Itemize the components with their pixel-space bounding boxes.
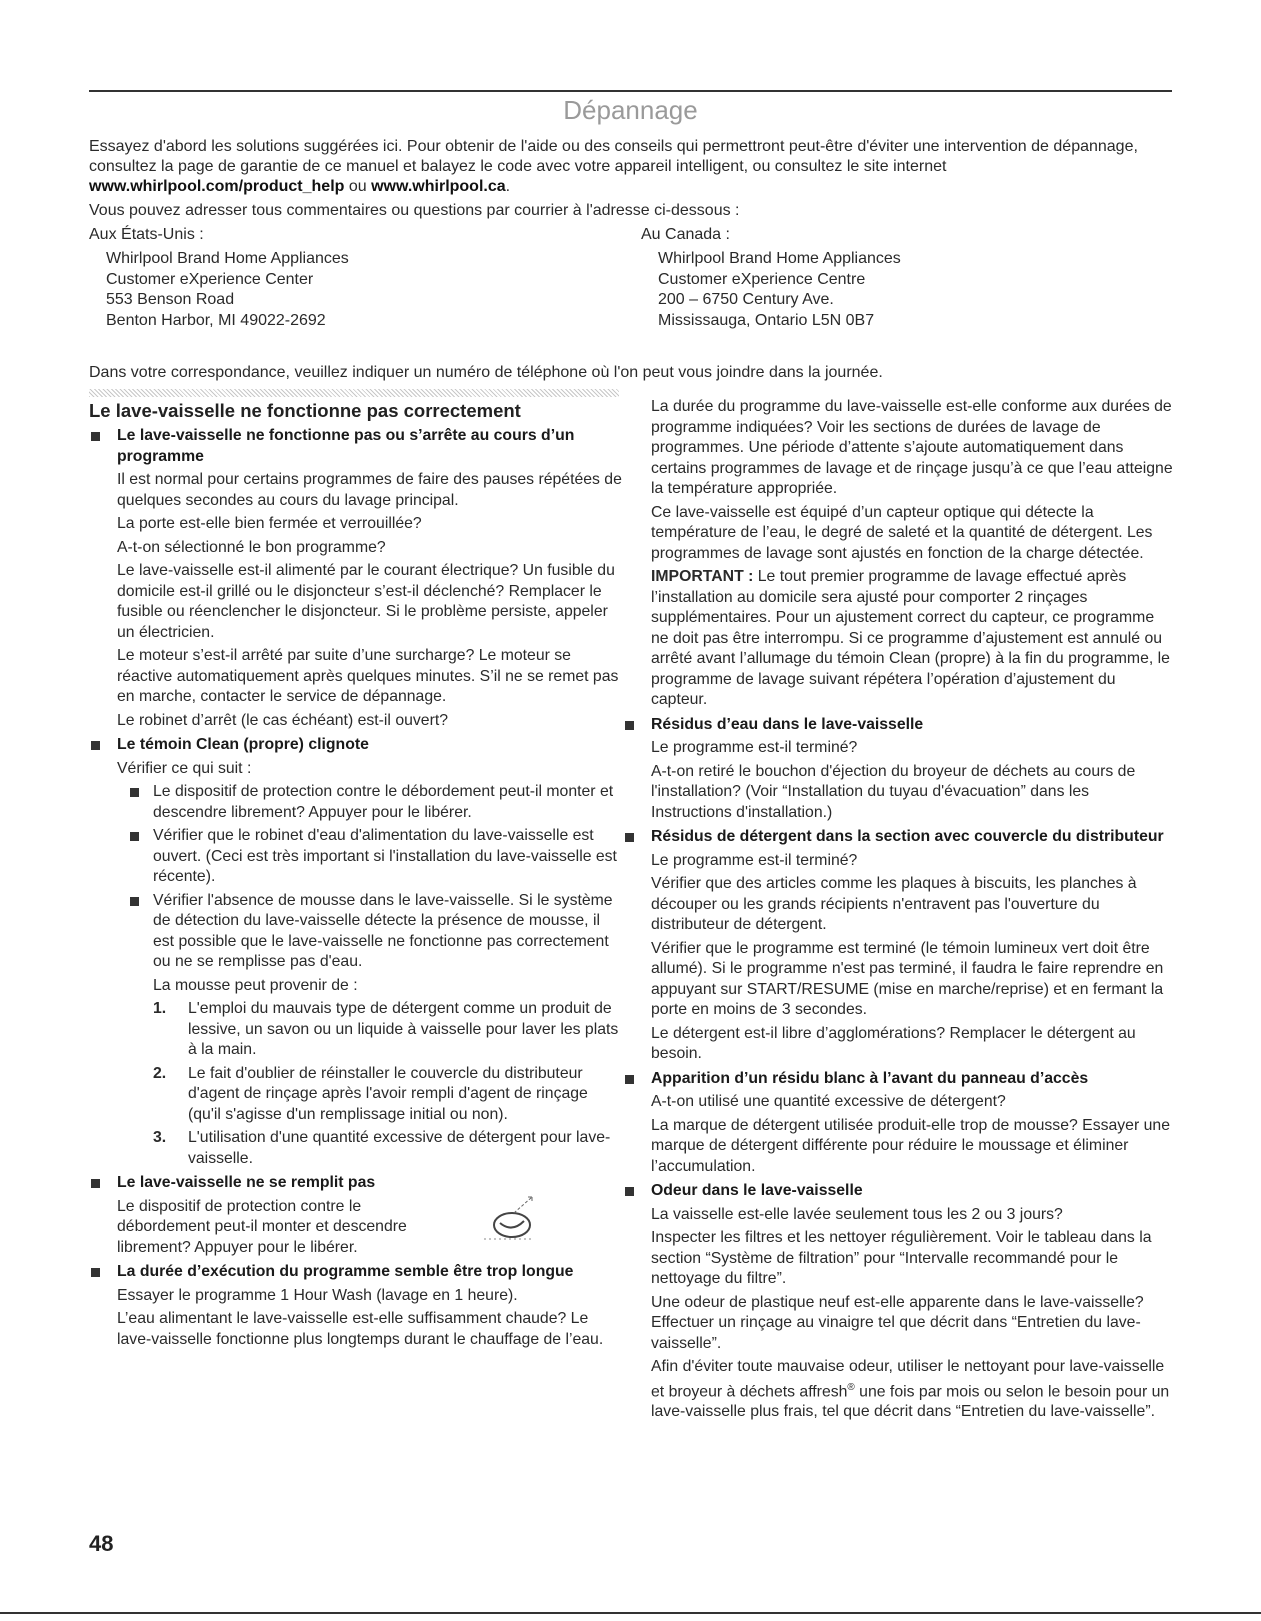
ca-address-line: Customer eXperience Centre	[658, 270, 866, 288]
mail-instructions: Vous pouvez adresser tous commentaires ou questions par courrier à l'adresse ci-dessous :	[89, 202, 740, 219]
check-item: Le dispositif de protection contre le débordement peut-il monter et descendre librement? Appuyer pour le libérer.	[89, 782, 624, 823]
ca-address-line: 200 – 6750 Century Ave.	[658, 291, 834, 308]
answer-text: Le robinet d’arrêt (le cas échéant) est-il ouvert?	[117, 711, 449, 729]
question-heading: Résidus de détergent dans la section avec couvercle du distributeur	[623, 827, 1173, 848]
answer-text: Vérifier que le programme est terminé (le témoin lumineux vert doit être allumé). Si le programme n'est pas terminé, il faudra le faire reprendre en appuyant sur START/RESUME (mise en marche/reprise) et en fermant la porte en moins de 3 secondes.	[651, 939, 1164, 1018]
answer-text: L’eau alimentant le lave-vaisselle est-elle suffisamment chaude? Le lave-vaisselle fonctionne plus longtemps durant le chauffage de l’eau.	[117, 1310, 604, 1348]
question-heading: Le témoin Clean (propre) clignote	[89, 735, 624, 756]
answer-text: Essayer le programme 1 Hour Wash (lavage en 1 heure).	[117, 1286, 518, 1304]
numbered-item: 2. Le fait d'oublier de réinstaller le couvercle du distributeur d'agent de rinçage après l'avoir rempli d'agent de rinçage (qu'il s'agisse d'un remplissage initial ou non).	[153, 1064, 588, 1123]
addresses	[89, 225, 1174, 363]
phone-note: Dans votre correspondance, veuillez indiquer un numéro de téléphone où l'on peut vous joindre dans la journée.	[89, 364, 883, 381]
page-title: Dépannage	[563, 95, 698, 125]
answer-text: Le moteur s’est-il arrêté par suite d’une surcharge? Le moteur se réactive automatiquement après quelques minutes. S’il ne se remet pas en marche, contacter le service de dépannage.	[117, 647, 619, 705]
question-heading: Le lave-vaisselle ne fonctionne pas ou s’arrête au cours d’un programme	[89, 426, 624, 467]
overfill-protector-icon	[474, 1191, 544, 1249]
ca-address-line: Whirlpool Brand Home Appliances	[658, 250, 901, 267]
us-address-line: Customer eXperience Center	[106, 270, 314, 288]
numbered-item: 1. L'emploi du mauvais type de détergent comme un produit de lessive, un savon ou un liquide à vaisselle pour laver les plats à la main.	[153, 1000, 619, 1058]
section-divider	[89, 389, 619, 397]
answer-text: La vaisselle est-elle lavée seulement tous les 2 ou 3 jours?	[651, 1205, 1063, 1223]
us-address-line: 553 Benson Road	[106, 291, 235, 308]
answer-text: Le programme est-il terminé?	[651, 851, 858, 869]
answer-text: La porte est-elle bien fermée et verrouillée?	[117, 515, 422, 532]
answer-text: Afin d'éviter toute mauvaise odeur, utiliser le nettoyant pour lave-vaisselle et broyeur à déchets affresh® une fois par mois ou selon le besoin pour un lave-vaisselle plus frais, tel que décrit dans “Entretien du lave-vaisselle”.	[651, 1358, 1170, 1421]
us-address	[89, 225, 349, 331]
whirlpool-com-link[interactable]: www.whirlpool.com/product_help	[89, 178, 345, 195]
us-address-line: Benton Harbor, MI 49022-2692	[106, 311, 326, 329]
us-address-line: Whirlpool Brand Home Appliances	[106, 250, 349, 267]
whirlpool-ca-link[interactable]: www.whirlpool.ca	[371, 178, 506, 195]
answer-text: La marque de détergent utilisée produit-elle trop de mousse? Essayer une marque de détergent différente pour réduire le moussage et éliminer l’accumulation.	[651, 1116, 1170, 1175]
answer-text: Le lave-vaisselle est-il alimenté par le courant électrique? Un fusible du domicile est-il grillé ou le disjoncteur s’est-il déclenché? Remplacer le fusible ou réenclencher le disjoncteur. Si le problème persiste, appeler un électricien.	[117, 562, 615, 641]
question-heading: Apparition d’un résidu blanc à l’avant du panneau d’accès	[623, 1069, 1173, 1090]
left-column	[89, 400, 624, 1353]
top-rule	[89, 90, 1172, 92]
answer-text: Inspecter les filtres et les nettoyer régulièrement. Voir le tableau dans la section “Système de filtration” pour “Intervalle recommandé pour le nettoyage du filtre”.	[651, 1229, 1152, 1287]
ca-address	[641, 225, 901, 331]
ca-address-label: Au Canada :	[641, 226, 730, 243]
check-item: Vérifier que le robinet d'eau d'alimentation du lave-vaisselle est ouvert. (Ceci est très important si l'installation du lave-vaisselle est récente).	[89, 826, 624, 888]
answer-text: Il est normal pour certains programmes de faire des pauses répétées de quelques secondes au cours du lavage principal.	[117, 471, 622, 509]
answer-text: Une odeur de plastique neuf est-elle apparente dans le lave-vaisselle? Effectuer un rinçage au vinaigre tel que décrit dans “Entretien du lave-vaisselle”.	[651, 1293, 1144, 1352]
important-note: IMPORTANT : Le tout premier programme de lavage effectué après l’installation au domicile sera ajusté pour comporter 2 rinçages supplémentaires. Pour un ajustement correct du capteur, ce programme ne doit pas être interrompu. Si ce programme d’ajustement est annulé ou arrêté avant l’allumage du témoin Clean (propre) à la fin du programme, le programme de lavage suivant répétera l’opération d’ajustement du capteur.	[651, 568, 1170, 708]
intro-paragraph: Essayez d'abord les solutions suggérées ici. Pour obtenir de l'aide ou des conseils qui permettront peut-être d'éviter une intervention de dépannage, consultez la page de garantie de ce manuel et balayez le code avec votre appareil intelligent, ou consultez le site internet www.whirlpool.com/product_help ou www.whirlpool.ca.	[89, 138, 1138, 195]
answer-text: La durée du programme du lave-vaisselle est-elle conforme aux durées de programme indiquées? Voir les sections de durées de lavage de programmes. Une période d’attente s’ajoute automatiquement dans certains programmes de lavage et de rinçage jusqu’à ce que l’eau atteigne la température appropriée.	[651, 398, 1173, 497]
question-heading: La durée d’exécution du programme semble être trop longue	[89, 1262, 624, 1283]
question-heading: Odeur dans le lave-vaisselle	[623, 1181, 1173, 1202]
question-heading: Résidus d’eau dans le lave-vaisselle	[623, 715, 1173, 736]
answer-text: Vérifier ce qui suit :	[117, 759, 252, 777]
page-number: 48	[89, 1531, 114, 1556]
question-heading: Le lave-vaisselle ne se remplit pas	[89, 1173, 624, 1194]
numbered-item: 3. L'utilisation d'une quantité excessive de détergent pour lave-vaisselle.	[153, 1129, 611, 1167]
answer-text: La mousse peut provenir de :	[153, 976, 358, 994]
intro-section	[89, 137, 1174, 387]
ca-address-line: Mississauga, Ontario L5N 0B7	[658, 311, 875, 329]
bottom-rule	[0, 1612, 1261, 1614]
answer-text: Le programme est-il terminé?	[651, 739, 858, 756]
answer-text: A-t-on utilisé une quantité excessive de détergent?	[651, 1093, 1006, 1110]
answer-text: Le détergent est-il libre d’agglomérations? Remplacer le détergent au besoin.	[651, 1024, 1136, 1062]
answer-text: Ce lave-vaisselle est équipé d’un capteur optique qui détecte la température de l’eau, le degré de saleté et la quantité de détergent. Les programmes de lavage sont ajustés en fonction de la charge détectée.	[651, 503, 1153, 562]
answer-text: Vérifier que des articles comme les plaques à biscuits, les planches à découper ou les grands récipients n'entravent pas l'ouverture du distributeur de détergent.	[651, 875, 1137, 933]
right-column	[651, 397, 1173, 1426]
answer-text: A-t-on retiré le bouchon d'éjection du broyeur de déchets au cours de l'installation? (Voir “Installation du tuyau d'évacuation” dans les Instructions d'installation.)	[651, 762, 1136, 821]
section-title: Le lave-vaisselle ne fonctionne pas correctement	[89, 400, 521, 421]
answer-text: Le dispositif de protection contre le débordement peut-il monter et descendre librement? Appuyer pour le libérer.	[117, 1197, 407, 1256]
check-item: Vérifier l'absence de mousse dans le lave-vaisselle. Si le système de détection du lave-vaisselle détecte la présence de mousse, il est possible que le lave-vaisselle ne fonctionne pas correctement ou ne se remplisse pas d'eau.	[89, 891, 624, 973]
us-address-label: Aux États-Unis :	[89, 226, 204, 243]
answer-text: A-t-on sélectionné le bon programme?	[117, 538, 386, 556]
